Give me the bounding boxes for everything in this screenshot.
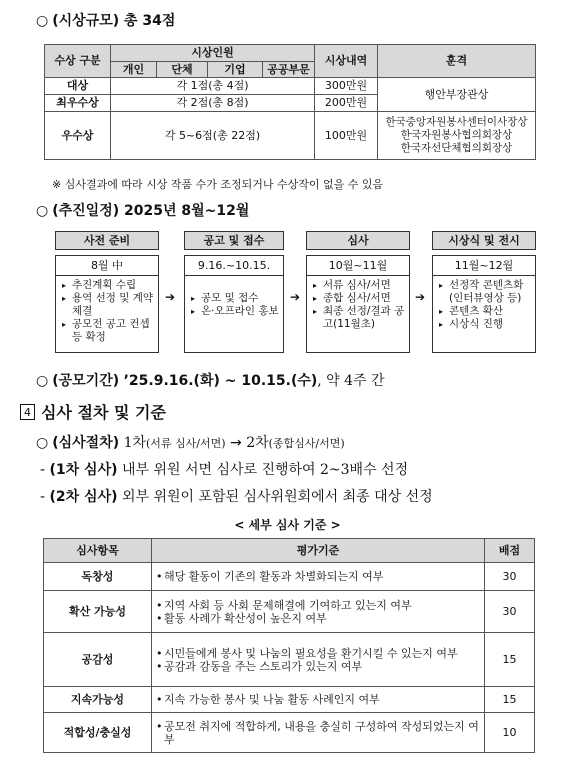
procedure-second: - (2차 심사) 외부 위원이 포함된 심사위원회에서 최종 대상 선정 [40,489,433,505]
table-row [44,591,535,633]
criteria-table [43,538,535,753]
award-count: 각 5~6점(총 22점) [111,112,315,160]
table-row [44,633,535,687]
criteria-header-score: 배점 [485,539,535,563]
criteria-score: 15 [485,687,535,713]
crit-line: • 활동 사례가 확산성이 높은지 여부 [156,612,480,625]
table-row [44,687,535,713]
criteria-title: < 세부 심사 기준 > [234,518,341,532]
table-row [44,713,535,753]
flow-item: ▸ 종합 심사/서면 [313,292,405,305]
award-table [44,44,536,160]
flow-box-review [306,255,410,353]
award-honor-bottom [378,112,536,160]
flow-item: ▸ 시상식 진행 [439,318,531,331]
flow-item: ▸ 온·오프라인 홍보 [191,305,279,318]
section-number-box: 4 [20,404,35,420]
award-row [45,78,536,95]
flow-item: ▸ 공모전 공고 컨셉 등 확정 [62,318,154,344]
flow-box-ceremony [432,255,536,353]
flow-item: ▸ 최종 선정/결과 공고(11월초) [313,305,405,331]
flow-arrow-icon: ➔ [165,290,176,304]
flow-item: ▸ 공모 및 접수 [191,292,279,305]
award-count: 각 1점(총 4점) [111,78,315,95]
flow-title-prep: 사전 준비 [55,231,159,250]
section-title: 심사 절차 및 기준 [41,403,166,422]
criteria-item: 적합성/충실성 [44,713,152,753]
criteria-item: 공감성 [44,633,152,687]
flow-box-notice [184,255,284,353]
crit-line: • 지역 사회 등 사회 문제해결에 기여하고 있는지 여부 [156,599,480,612]
award-detail: 200만원 [315,95,378,112]
flow-period: 11월~12월 [433,256,535,276]
flow-item: ▸ 콘텐츠 확산 [439,305,531,318]
award-sub-group: 단체 [157,62,208,78]
flow-title-notice: 공고 및 접수 [184,231,284,250]
flow-item: ▸ 서류 심사/서면 [313,279,405,292]
flow-item: ▸ 추진계획 수립 [62,279,154,292]
section-heading-4 [20,400,166,423]
award-count: 각 2점(총 8점) [111,95,315,112]
criteria-score: 30 [485,563,535,591]
flow-period: 10월~11월 [307,256,409,276]
criteria-item: 독창성 [44,563,152,591]
award-row [45,112,536,160]
crit-line: • 공감과 감동을 주는 스토리가 있는지 여부 [156,660,480,673]
flow-title-ceremony: 시상식 및 전시 [432,231,536,250]
crit-line: • 해당 활동이 기존의 활동과 차별화되는지 여부 [156,570,480,583]
criteria-item: 지속가능성 [44,687,152,713]
award-note: ※ 심사결과에 따라 시상 작품 수가 조정되거나 수상작이 없을 수 있음 [52,178,384,191]
criteria-score: 10 [485,713,535,753]
award-header-honor: 훈격 [378,45,536,78]
award-type: 우수상 [45,112,111,160]
flow-title-review: 심사 [306,231,410,250]
award-header-type: 수상 구분 [45,45,111,78]
award-honor-top: 행안부장관상 [378,78,536,112]
flow-period: 8월 中 [56,256,158,276]
criteria-header-crit: 평가기준 [152,539,485,563]
criteria-item: 확산 가능성 [44,591,152,633]
honor-line: 한국자원봉사협의회장상 [400,129,513,141]
crit-line: • 공모전 취지에 적합하게, 내용을 충실히 구성하여 작성되었는지 여부 [156,720,480,746]
criteria-crit [152,563,485,591]
award-type: 최우수상 [45,95,111,112]
award-type: 대상 [45,78,111,95]
procedure-first: - (1차 심사) 내부 위원 서면 심사로 진행하여 2~3배수 선정 [40,462,409,478]
award-sub-personal: 개인 [111,62,157,78]
criteria-crit [152,713,485,753]
award-sub-public: 공공부문 [263,62,315,78]
flow-arrow-icon: ➔ [290,290,301,304]
award-detail: 100만원 [315,112,378,160]
award-header-detail: 시상내역 [315,45,378,78]
table-row [44,563,535,591]
flow-period: 9.16.~10.15. [185,256,283,276]
flow-item: ▸ 용역 선정 및 계약체결 [62,292,154,318]
crit-line: • 시민들에게 봉사 및 나눔의 필요성을 환기시킬 수 있는지 여부 [156,647,480,660]
criteria-score: 15 [485,633,535,687]
criteria-crit [152,687,485,713]
scale-heading: ○ (시상규모) 총 34점 [36,13,176,29]
criteria-crit [152,633,485,687]
flow-arrow-icon: ➔ [415,290,426,304]
criteria-crit [152,591,485,633]
schedule-heading: ○ (추진일정) 2025년 8월~12월 [36,203,250,219]
award-sub-company: 기업 [208,62,263,78]
crit-line: • 지속 가능한 봉사 및 나눔 활동 사례인지 여부 [156,693,480,706]
award-detail: 300만원 [315,78,378,95]
flow-box-prep [55,255,159,353]
criteria-score: 30 [485,591,535,633]
award-header-count: 시상인원 [111,45,315,62]
honor-line: 한국중앙자원봉사센터이사장상 [385,116,528,128]
criteria-header-item: 심사항목 [44,539,152,563]
procedure-line: ○ (심사절차) 1차(서류 심사/서면) → 2차(종합심사/서면) [36,435,345,451]
period-line: ○ (공모기간) ’25.9.16.(화) ~ 10.15.(수), 약 4주 간 [36,373,385,389]
flow-item: ▸ 선정작 콘텐츠화 (인터뷰영상 등) [439,279,531,305]
honor-line: 한국자선단체협의회장상 [400,142,513,154]
